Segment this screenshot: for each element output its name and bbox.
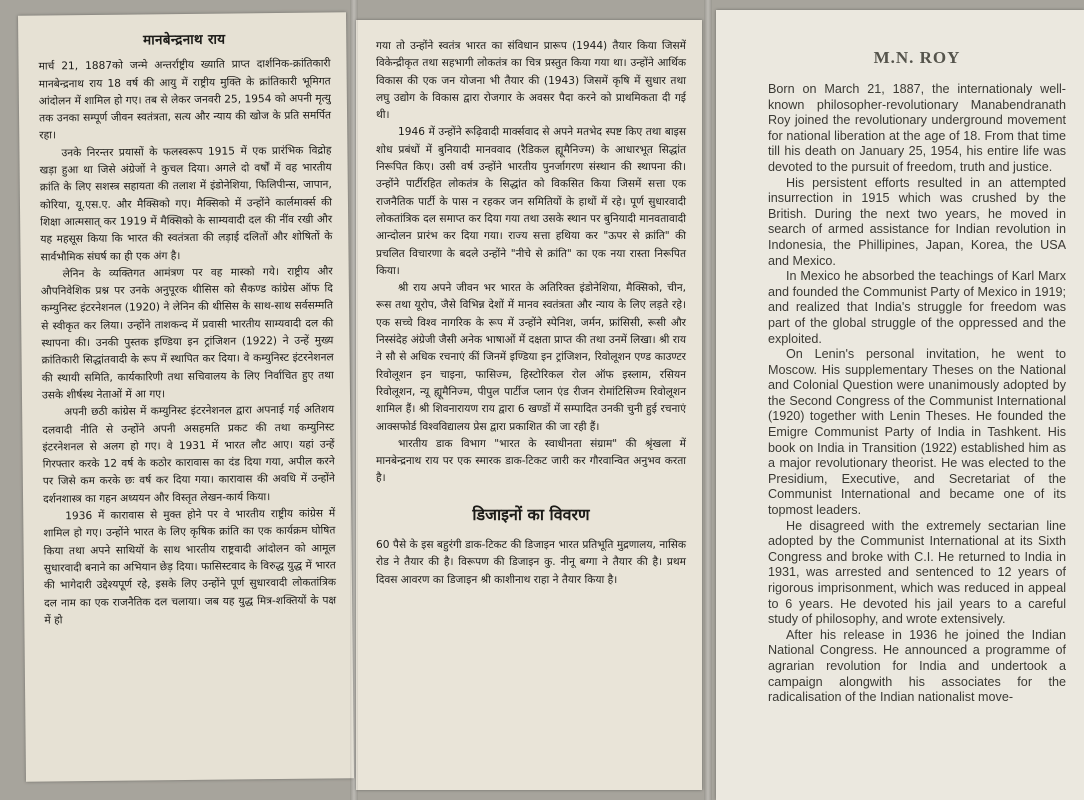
paragraph: His persistent efforts resulted in an attempted insurrection in 1915 which was crushed by the British. During the next two years, he moved in search of armed assistance for Indian revolution in Indonesia, the Phillipines, Japan, Korea, the USA and Mexico. [768,175,1066,268]
paragraph: In Mexico he absorbed the teachings of Karl Marx and founded the Communist Party of Mexico in 1919; and realized that India's struggle for freedom was part of the global struggle of the oppressed and the exploited. [768,269,1066,346]
paragraph: 60 पैसे के इस बहुरंगी डाक-टिकट की डिजाइन भारत प्रतिभूति मुद्रणालय, नासिक रोड ने तैयार की है। विरूपण की डिजाइन कु. नीनू बग्गा ने तैयार की है। प्रथम दिवस आवरण का डिजाइन श्री काशीनाथ राहा ने तैयार किया है। [376,539,686,586]
paragraph: On Lenin's personal invitation, he went to Moscow. His supplementary Theses on the National and Colonial Question were unanimously adopted by the Second Congress of the Communist International (1920) together with Lenin Theses. He founded the Emigre Communist Party of India in Tashkent. His book on India in Transition (1922) established him as a major revolutionary theorist. He was elected to the Presidium, Executive, and Secretariat of the Communist International and became one of its topmost leaders. [768,347,1066,518]
paragraph: भारतीय डाक विभाग "भारत के स्वाधीनता संग्राम" की श्रृंखला में मानबेन्द्रनाथ राय पर एक स्मारक डाक-टिकट जारी कर गौरवान्वित अनुभव करता है। [376,437,686,485]
paragraph: लेनिन के व्यक्तिगत आमंत्रण पर वह मास्को गये। राष्ट्रीय और औपनिवेशिक प्रश्न पर उनके अनुपूरक थीसिस को सैकण्ड कांग्रेस ऑफ दि कम्युनिस्ट इंटरनेशनल (1920) ने लेनिन की थीसिस के साथ-साथ सर्वसम्मति से स्वीकृत कर लिया। उन्होंने ताशकन्द में प्रवासी भारतीय साम्यवादी दल की स्थापना की। उनकी पुस्तक इण्डिया इन ट्रांजिशन (1922) ने उन्हें मुख्य क्रांतिकारी सिद्धांतवादी के रूप में स्थापित कर दिया। वे कम्युनिस्ट इंटरनेशनल की स्थायी समिति, कार्यकारिणी तथा सचिवालय के लिए निर्वाचित हुए तथा उसके शीर्षस्थ नेताओं में आ गए। [40,265,334,402]
english-title: M.N. ROY [873,48,961,67]
paragraph: गया तो उन्होंने स्वतंत्र भारत का संविधान प्रारूप (1944) तैयार किया जिसमें विकेन्द्रीकृत तथा सहभागी लोकतंत्र का चित्र प्रस्तुत किया गया था। उन्होंने आर्थिक विकास की एक जन योजना भी तैयार की (1943) जिसमें कृषि में सुधार तथा लघु उद्योग के विकास द्वारा रोजगार के अवसर पैदा करने को प्राथमिकता दी गई थी। [376,40,686,122]
fold-crease [350,0,358,800]
paragraph: 1936 में कारावास से मुक्त होने पर वे भारतीय राष्ट्रीय कांग्रेस में शामिल हो गए। उन्होंने भारत के लिए कृषिक क्रांति का एक कार्यक्रम घोषित किया तथा अपने साथियों के साथ भारतीय राष्ट्रवादी आंदोलन को आमूल सुधारवादी बनाने का अभियान छेड़ दिया। फासिस्टवाद के विरुद्ध युद्ध में भारत की भागेदारी उद्देश्यपूर्ण रहे, इसके लिए उन्होंने पूर्ण सुधारवादी लोकतांत्रिक दल नाम का एक राजनैतिक दल चलाया। जब यह युद्ध मित्र-शक्तियों के पक्ष में हो [43,507,337,627]
paragraph: 1946 में उन्होंने रूढ़िवादी मार्क्सवाद से अपने मतभेद स्पष्ट किए तथा बाइस शोध प्रबंधों में बुनियादी मानववाद (रैडिकल ह्यूमैनिज्म) के आधारभूत सिद्धांत निरूपित किए। उसी वर्ष उन्होंने भारतीय पुनर्जागरण संस्थान की स्थापना की। उन्होंने पार्टीरहित लोकतंत्र के सिद्धांत को विकसित किया जिसमें सत्ता एक राजनैतिक पार्टी के पास न रहकर जन समितियों के हाथों में रहे। पूर्ण सुधारवादी लोकतांत्रिक दल समाप्त कर दिया गया तथा उसके स्थान पर बुनियादी मानवतावादी आन्दोलन प्रारंभ कर दिया गया। राज्य सत्ता हथिया कर "ऊपर से क्रांति" की प्रचलित विचारणा के बदले उन्होंने "नीचे से क्रांति" का एक नया रास्ता निरूपित किया। [376,126,686,277]
fold-crease [704,0,712,800]
right-panel-english [716,10,1084,800]
paragraph: श्री राय अपने जीवन भर भारत के अतिरिक्त इंडोनेशिया, मैक्सिको, चीन, रूस तथा यूरोप, जैसे विभिन्न देशों में मानव स्वतंत्रता और न्याय के लिए लड़ते रहे। एक सच्चे विश्व नागरिक के रूप में उन्होंने स्पेनिश, जर्मन, फ्रांसिसी, रूसी और निस्संदेह अंग्रेजी जैसी अनेक भाषाओं में दक्षता प्राप्त की तथा उनमें लिखा। श्री राय ने सौ से अधिक रचनाएं कीं जिनमें इण्डिया इन ट्रांजिशन, रिवोलूशन एण्ड काउण्टर रिवोलूशन इन चाइना, फासिज्म, हिस्टोरिकल रोल ऑफ इस्लाम, रसियन रिवोलूशन, न्यू ह्यूमैनिज्म, पीपुल पार्टीज प्लान एंड रीजन रोमांटिसिज्म रिवोलूशन शामिल हैं। श्री शिवनारायण राय द्वारा 6 खण्डों में सम्पादित उनकी चुनी हुई रचनाएं आक्सफोर्ड विश्वविद्यालय प्रेस द्वारा प्रकाशित की जा रही हैं। [376,282,686,433]
paragraph: मार्च 21, 1887को जन्मे अन्तर्राष्ट्रीय ख्याति प्राप्त दार्शनिक-क्रांतिकारी मानबेन्द्रनाथ राय 18 वर्ष की आयु में राष्ट्रीय मुक्ति के क्रांतिकारी भूमिगत आंदोलन में शामिल हो गए। तब से लेकर जनवरी 25, 1954 को अपनी मृत्यु तक उनका सम्पूर्ण जीवन स्वतंत्रता, सत्य और न्याय की खोज के प्रति समर्पित रहा। [38,57,332,143]
middle-panel-hindi [356,20,702,790]
paragraph: उनके निरन्तर प्रयासों के फलस्वरूप 1915 में एक प्रारंभिक विद्रोह खड़ा हुआ था जिसे अंग्रेजों ने कुचल दिया। अगले दो वर्षों में वह भारतीय क्रांति के लिए सशस्त्र सहायता की तलाश में इंडोनेशिया, फिलिपीन्स, जापान, कोरिया, यू.एस.ए. और मैक्सिको गए। मैक्सिको में उन्होंने कार्लमार्क्स की शिक्षा आत्मसात् कर 1919 में मैक्सिको के साम्यवादी दल की नींव रखी और यह महसूस किया कि भारत की स्वतंत्रता की लड़ाई दलितों और शोषितों के सार्वभौमिक संघर्ष का ही एक अंग है। [39,144,333,264]
paragraph: Born on March 21, 1887, the internationaly well-known philosopher-revolutionary Manabendranath Roy joined the revolutionary underground movement for national liberation at the age of 18. From that time till his death on January 25, 1954, his entire life was devoted to the pursuit of freedom, truth and justice. [768,82,1066,174]
design-description [376,537,686,589]
hindi-continued-body [376,38,686,488]
hindi-body [38,56,336,630]
english-body [768,82,1066,706]
left-panel-hindi [18,12,354,781]
paragraph: अपनी छठी कांग्रेस में कम्युनिस्ट इंटरनेशनल द्वारा अपनाई गई अतिशय दलवादी नीति से उन्होंने अपनी असहमति प्रकट की तथा कम्युनिस्ट इंटरनेशनल से अलग हो गए। वे 1931 में भारत लौट आए। यहां उन्हें गिरफ्तार करके 12 वर्ष के कठोर कारावास का दंड दिया गया, अपील करने पर जिसे कम करके छः वर्ष कर दिया गया। कारावास की अवधि में उन्होंने दर्शनशास्त्र का गहन अध्ययन और विस्तृत लेखन-कार्य किया। [42,403,335,506]
paragraph: He disagreed with the extremely sectarian line adopted by the Communist International at its Sixth Congress and broke with C.I. He returned to India in 1931, was arrested and sentenced to 12 years of rigorous imprisonment, which was reduced in appeal to 6 years. He devoted his jail years to a careful study of philosophy, and wrote extensively. [768,518,1066,627]
paragraph: After his release in 1936 he joined the Indian National Congress. He announced a programme of agrarian revolution for India and undertook a campaign alongwith his associates for the radicalisation of the Indian nationalist move- [768,627,1066,705]
hindi-heading: मानबेन्द्रनाथ राय [143,31,226,49]
design-heading: डिजाइनों का विवरण [472,504,590,524]
